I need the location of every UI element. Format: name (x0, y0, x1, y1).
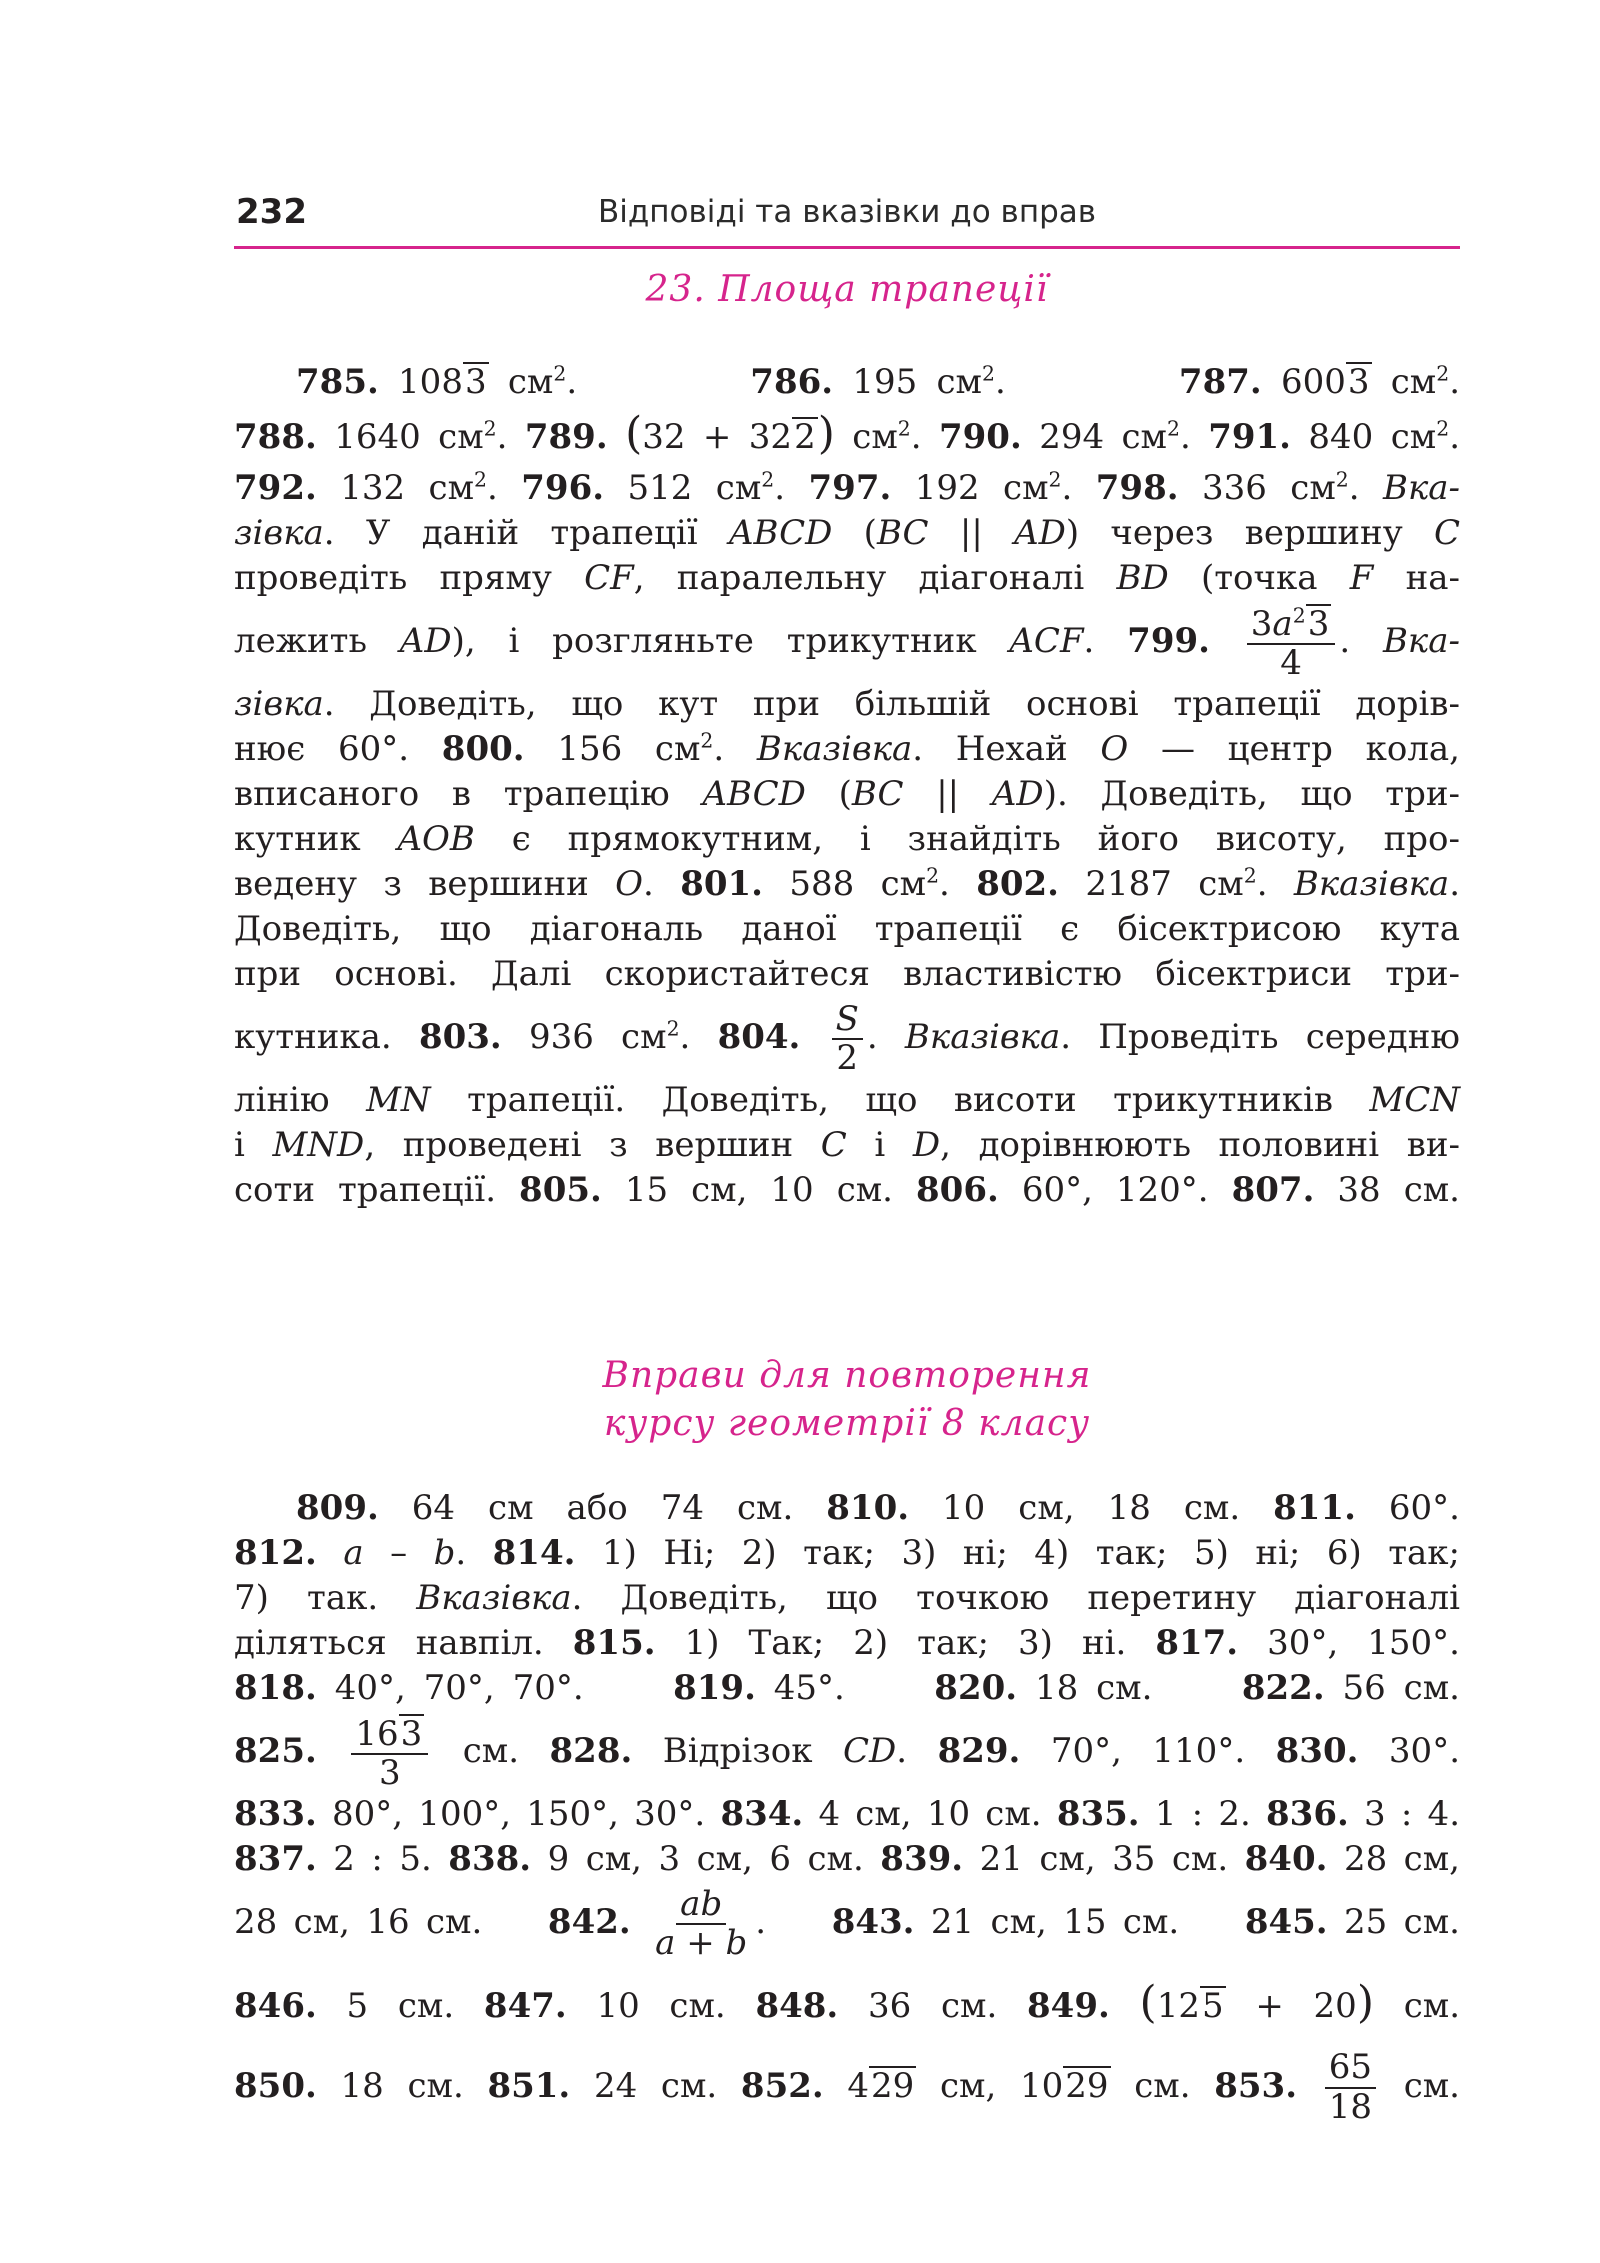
running-title: Відповіді та вказівки до вправ (597, 194, 1097, 230)
answer-line: кутника. 803. 936 $см^2$. 804. $\frac{S}{2}$ . Вказівка. Проведіть середню (234, 999, 1460, 1079)
answer-line: 818. 40°, 70°, 70°. 819. 45°. 820. 18 см. 822. 56 см. (234, 1668, 1460, 1708)
answer-line: проведіть пряму CF, паралельну діагоналі BD (точка F на- (234, 558, 1460, 598)
answer-line: 833. 80°, 100°, 150°, 30°. 834. 4 см, 10 см. 835. 1 : 2. 836. 3 : 4. (234, 1794, 1460, 1835)
section-title-line2: курсу геометрії 8 класу (603, 1403, 1091, 1444)
answers-section-23 (234, 360, 1460, 1213)
page-header (234, 190, 1460, 249)
section-title-line1: Вправи для повторення (602, 1355, 1092, 1396)
answer-line: вписаного в трапецію ABCD (BC || AD). Доведіть, що три- (234, 774, 1461, 815)
answers-review-section (234, 1486, 1460, 2126)
answer-line: 792. 132 $см^2$. 796. 512 $см^2$. 797. 192 $см^2$. 798. 336 $см^2$. Вка- (234, 467, 1461, 508)
answer-line: 825. $\frac{163}{3}$ см. 828. Відрізок CD. 829. 70°, 110°. 830. 30°. (234, 1713, 1460, 1793)
answer-line: 809. 64 см або 74 см. 810. 10 см, 18 см. 811. 60°. (296, 1488, 1460, 1528)
answer-line: ведену з вершини O. 801. 588 $см^2$. 802. 2187 $см^2$. Вказівка. (234, 864, 1460, 905)
answer-line: Доведіть, що діагональ даної трапеції є бісектрисою кута (234, 909, 1460, 950)
answer-line: 850. 18 см. 851. 24 см. 852. 429 см, 1029 см. 853. $\frac{65}{18}$ см. (234, 2047, 1460, 2127)
answer-line: 788. 1640 $см^2$. 789. (32 + 322) $см^2$. 790. 294 $см^2$. 791. 840 $см^2$. (234, 408, 1461, 459)
answer-line: при основі. Далі скористайтеся властивістю бісектриси три- (234, 954, 1460, 995)
answer-line: 846. 5 см. 847. 10 см. 848. 36 см. 849. (125 + 20) см. (234, 1976, 1461, 2028)
section-title: 23. Площа трапеції (645, 269, 1049, 310)
answer-line: кутник AOB є прямокутним, і знайдіть його висоту, про- (234, 819, 1460, 860)
answer-line: діляться навпіл. 815. 1) Так; 2) так; 3) ні. 817. 30°, 150°. (234, 1623, 1460, 1663)
answer-line: 7) так. Вказівка. Доведіть, що точкою перетину діагоналі (234, 1578, 1461, 1618)
page-number: 232 (236, 192, 307, 232)
answer-line: зівка. Доведіть, що кут при більшій основі трапеції дорів- (234, 684, 1460, 725)
answer-line: лежить AD), і розгляньте трикутник ACF. 799. $\frac{3a^23}{4}$ . Вка- (234, 603, 1460, 683)
answer-line: соти трапеції. 805. 15 см, 10 см. 806. 60°, 120°. 807. 38 см. (234, 1169, 1460, 1210)
answer-line: 812. a – b. 814. 1) Ні; 2) так; 3) ні; 4) так; 5) ні; 6) так; (234, 1533, 1460, 1573)
answer-line: нює 60°. 800. 156 $см^2$. Вказівка. Нехай O — центр кола, (234, 729, 1460, 770)
answer-line: 837. 2 : 5. 838. 9 см, 3 см, 6 см. 839. 21 см, 35 см. 840. 28 см, (234, 1839, 1460, 1880)
answer-line: 785. 1083 $см^2$. 786. 195 $см^2$. 787. 6003 $см^2$. (296, 361, 1461, 402)
answer-line: і MND, проведені з вершин C і D, дорівнюють половині ви- (234, 1124, 1460, 1165)
answer-line: зівка. У даній трапеції ABCD (BC || AD) через вершину C (234, 513, 1461, 553)
answer-line: лінію MN трапеції. Доведіть, що висоти трикутників MCN (234, 1079, 1460, 1120)
answer-line: 28 см, 16 см. 842. $\frac{ab}{a + b}$ . 843. 21 см, 15 см. 845. 25 см. (234, 1884, 1460, 1964)
